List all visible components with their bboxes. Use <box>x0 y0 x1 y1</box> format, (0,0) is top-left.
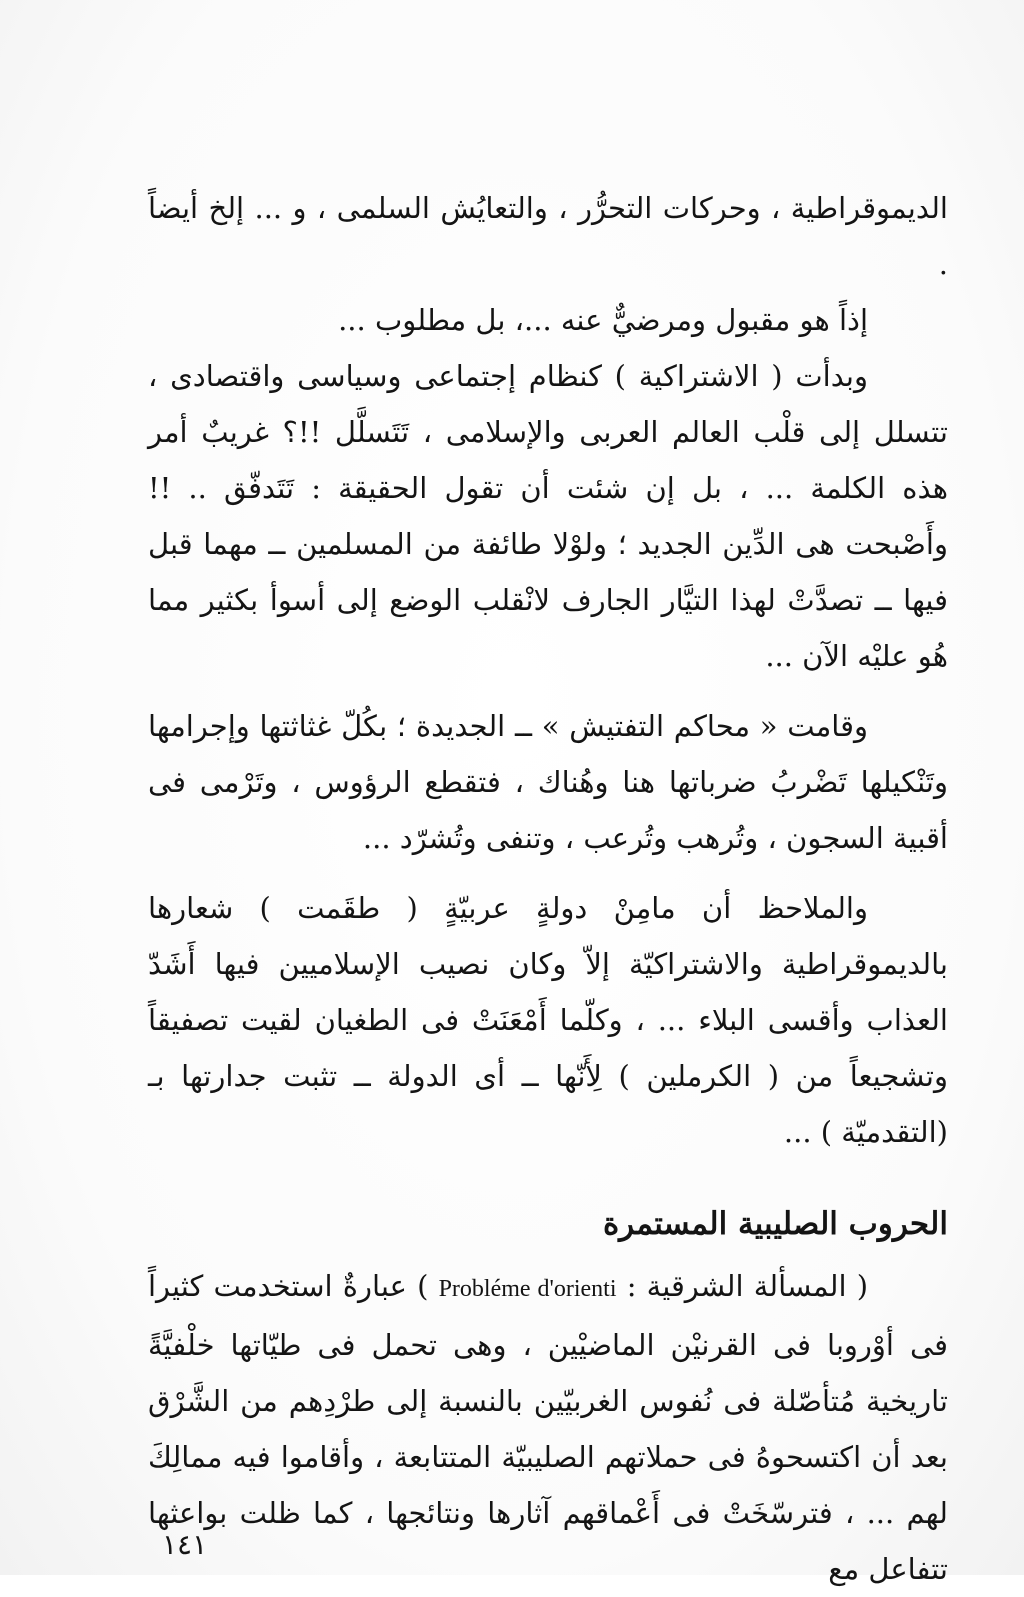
paragraph-socialism: وبدأت ( الاشتراكية ) كنظام إجتماعى وسياسى واقتصادى ، تتسلل إلى قلْب العالم العربى والإسلامى ، تَتَسلَّل !!؟ غريبٌ أمر هذه الكلمة ... ، بل إن شئت أن تقول الحقيقة : تَتَدفّق .. !! وأَصْبحت هى الدِّين الجديد ؛ ولوْلا طائفة من المسلمين ــ مهما قبل فيها ــ تصدَّتْ لهذا التيَّار الجارف لانْقلب الوضع إلى أسوأ بكثير مما هُو عليْه الآن ... <box>148 359 948 673</box>
paragraph: إذاً هو مقبول ومرضيٌّ عنه ...، بل مطلوب ... <box>338 303 868 337</box>
eastern-question-text: ) عبارةٌ استخدمت كثيراً فى أوْروبا فى القرنيْن الماضيْين ، وهى تحمل فى طيّاتها خلْفيَّةً تاريخية مُتأصّلة فى نُفوس الغربيّين بالنسبة إلى طرْدِهم من الشَّرْق بعد أن اكتسحوهُ فى حملاتهم الصليبيّة المتتابعة ، وأقاموا فيه ممالِكَ لهم ... ، فترسّخَتْ فى أَعْماقهم آثارها ونتائجها ، كما ظلت بواعثها تتفاعل مع <box>148 1269 948 1586</box>
page-number: ١٤١ <box>162 1528 208 1561</box>
eastern-question-open: ( المسألة الشرقية : <box>626 1269 869 1303</box>
foreign-term: Probléme d'orienti <box>438 1276 617 1302</box>
section-heading: الحروب الصليبية المستمرة <box>602 1206 948 1242</box>
paragraph-inquisition: وقامت « محاكم التفتيش » ــ الجديدة ؛ بكُلّ غثاثتها وإجرامها وتَنْكيلها تَضْربُ ضرباتها هنا وهُناك ، فتقطع الرؤوس ، وتَرْمى فى أقبية السجون ، وتُرهب وتُرعب ، وتنفى وتُشرّد ... <box>148 709 948 855</box>
text-block <box>148 180 948 1597</box>
paragraph-eastern-question <box>148 1258 948 1597</box>
paragraph-observation: والملاحظ أن مامِنْ دولةٍ عربيّةٍ ( طقَمت ) شعارها بالديموقراطية والاشتراكيّة إلاّ وكان نصيب الإسلاميين فيها أَشَدّ العذاب وأقسى البلاء ... ، وكلّما أَمْعَنَتْ فى الطغيان لقيت تصفيقاً وتشجيعاً من ( الكرملين ) لِأَنّها ــ أى الدولة ــ تثبت جدارتها بـ (التقدميّة ) ... <box>148 891 948 1149</box>
paragraph-continuation: الديموقراطية ، وحركات التحرُّر ، والتعايُش السلمى ، و ... إلخ أيضاً . <box>148 191 948 281</box>
